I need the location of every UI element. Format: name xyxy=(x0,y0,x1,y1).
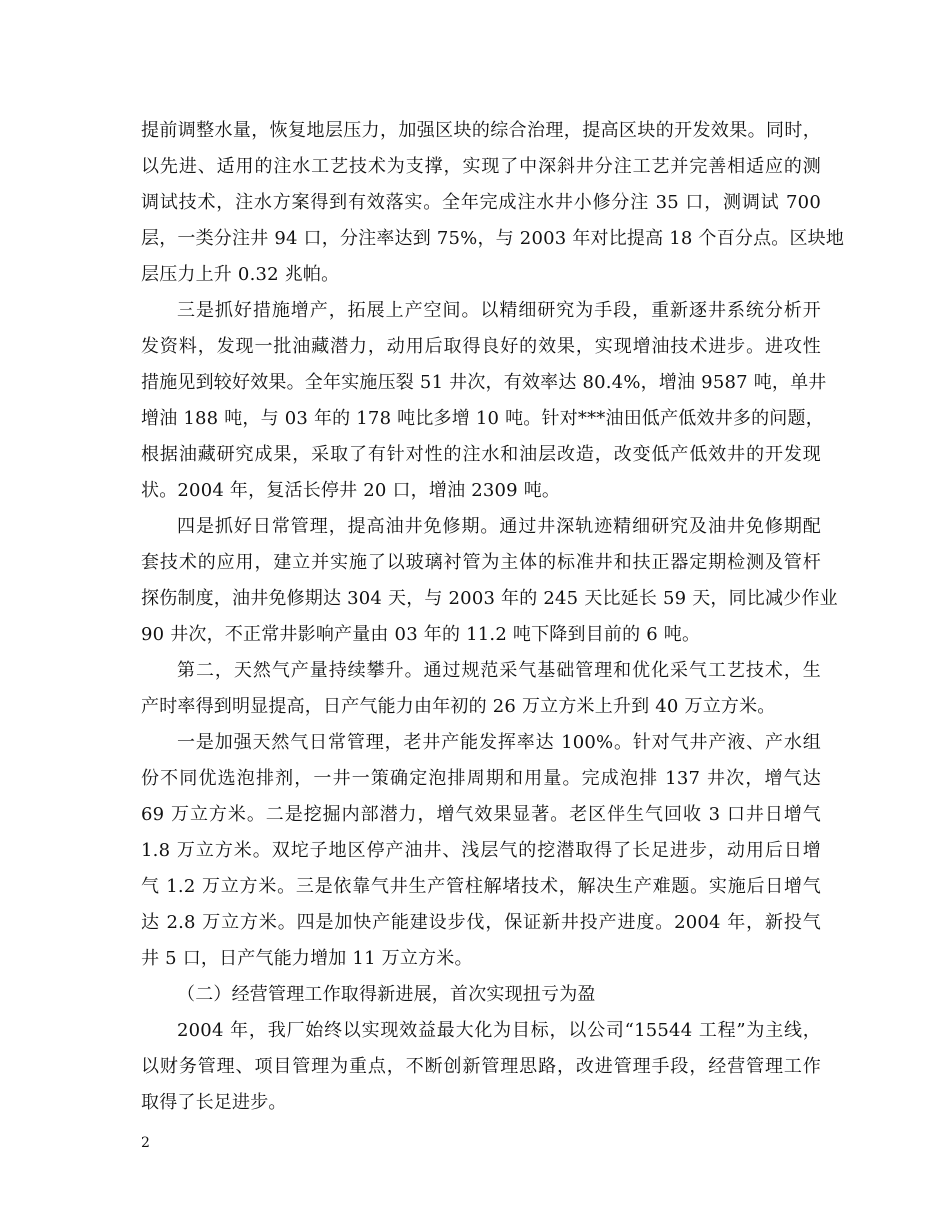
paragraph-first-line: 一是加强天然气日常管理，老井产能发挥率达 100%。针对气井产液、产水组 xyxy=(177,732,821,753)
body-text-line: 措施见到较好效果。全年实施压裂 51 井次，有效率达 80.4%，增油 9587 吨，单井 xyxy=(141,372,827,393)
body-text-line: 份不同优选泡排剂，一井一策确定泡排周期和用量。完成泡排 137 井次，增气达 xyxy=(141,768,821,789)
body-text-line: 以先进、适用的注水工艺技术为支撑，实现了中深斜井分注工艺并完善相适应的测 xyxy=(141,156,821,177)
body-text-line: 90 井次，不正常井影响产量由 03 年的 11.2 吨下降到目前的 6 吨。 xyxy=(141,624,701,645)
body-text-line: 69 万立方米。二是挖掘内部潜力，增气效果显著。老区伴生气回收 3 口井日增气 xyxy=(141,804,821,825)
page-number: 2 xyxy=(141,1135,150,1151)
body-text-line: 套技术的应用，建立并实施了以玻璃衬管为主体的标准井和扶正器定期检测及管杆 xyxy=(141,552,821,573)
paragraph-first-line: 四是抓好日常管理，提高油井免修期。通过井深轨迹精细研究及油井免修期配 xyxy=(177,516,821,537)
body-text-line: 增油 188 吨，与 03 年的 178 吨比多增 10 吨。针对***油田低产低效井多的问题， xyxy=(141,408,824,429)
body-text-line: 以财务管理、项目管理为重点，不断创新管理思路，改进管理手段，经营管理工作 xyxy=(141,1056,821,1077)
body-text-line: 取得了长足进步。 xyxy=(141,1092,287,1113)
body-text-line: 状。2004 年，复活长停井 20 口，增油 2309 吨。 xyxy=(141,480,561,501)
body-text-line: 气 1.2 万立方米。三是依靠气井生产管柱解堵技术，解决生产难题。实施后日增气 xyxy=(141,876,821,897)
paragraph-first-line: 第二，天然气产量持续攀升。通过规范采气基础管理和优化采气工艺技术，生 xyxy=(177,660,821,681)
body-text-line: 根据油藏研究成果，采取了有针对性的注水和油层改造，改变低产低效井的开发现 xyxy=(141,444,821,465)
body-text-line: 调试技术，注水方案得到有效落实。全年完成注水井小修分注 35 口，测调试 700 xyxy=(141,192,821,213)
body-text-line: 1.8 万立方米。双坨子地区停产油井、浅层气的挖潜取得了长足进步，动用后日增 xyxy=(141,840,821,861)
body-text-line: 探伤制度，油井免修期达 304 天，与 2003 年的 245 天比延长 59 天，同比减少作业 xyxy=(141,588,838,609)
body-text-line: 产时率得到明显提高，日产气能力由年初的 26 万立方米上升到 40 万立方米。 xyxy=(141,696,776,717)
section-heading: （二）经营管理工作取得新进展，首次实现扭亏为盈 xyxy=(177,984,596,1005)
body-text-line: 发资料，发现一批油藏潜力，动用后取得良好的效果，实现增油技术进步。进攻性 xyxy=(141,336,821,357)
body-text-line: 井 5 口，日产气能力增加 11 万立方米。 xyxy=(141,948,473,969)
body-text-line: 提前调整水量，恢复地层压力，加强区块的综合治理，提高区块的开发效果。同时， xyxy=(141,120,821,141)
body-text-line: 达 2.8 万立方米。四是加快产能建设步伐，保证新井投产进度。2004 年，新投气 xyxy=(141,912,821,933)
paragraph-first-line: 三是抓好措施增产，拓展上产空间。以精细研究为手段，重新逐井系统分析开 xyxy=(177,300,821,321)
body-text-line: 层压力上升 0.32 兆帕。 xyxy=(141,264,340,285)
paragraph-first-line: 2004 年，我厂始终以实现效益最大化为目标，以公司“15544 工程”为主线， xyxy=(177,1020,821,1041)
body-text-line: 层，一类分注井 94 口，分注率达到 75%，与 2003 年对比提高 18 个百分点。区块地 xyxy=(141,228,845,249)
